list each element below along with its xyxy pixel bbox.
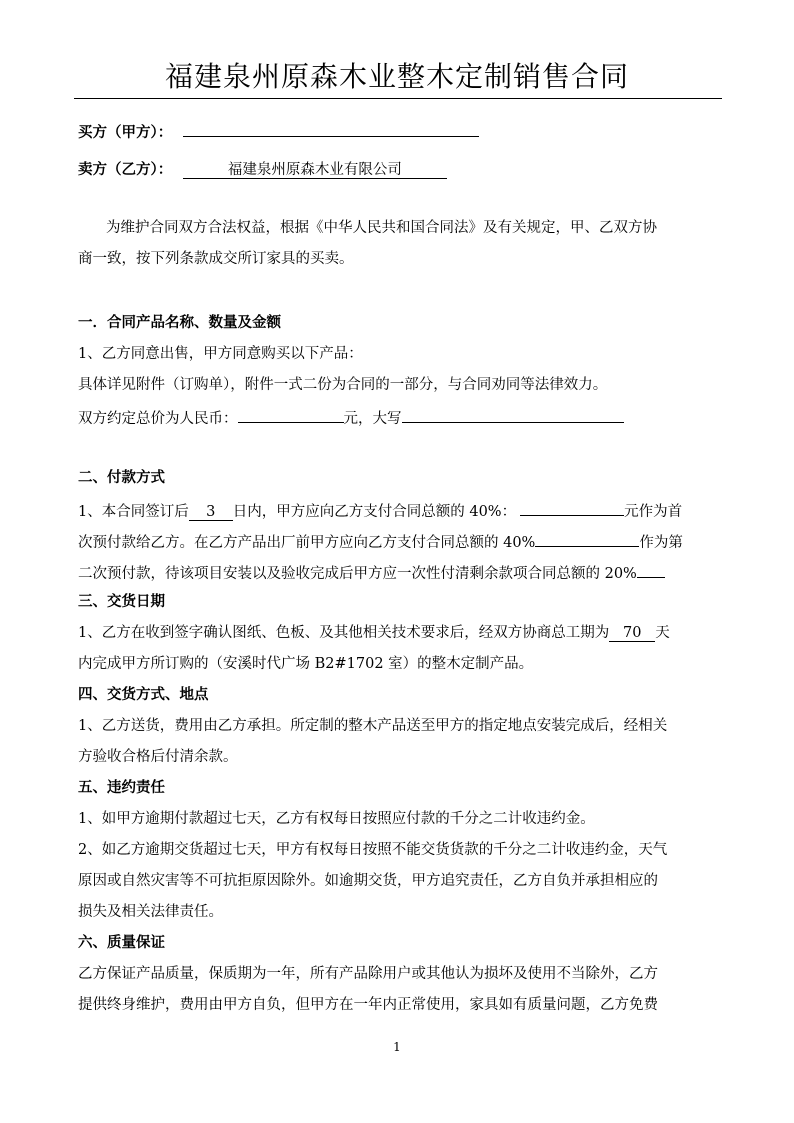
delivery-period: 70	[609, 625, 655, 642]
section-2-line-3	[78, 561, 665, 584]
section-5-line-1: 1、如甲方逾期付款超过七天，乙方有权每日按照应付款的千分之二计收违约金。	[78, 811, 595, 827]
section-5-line-4: 损失及相关法律责任。	[78, 904, 223, 920]
section-1-title: 一．合同产品名称、数量及金额	[78, 314, 281, 331]
title-rule	[74, 98, 722, 99]
final-payment-field[interactable]	[637, 561, 665, 578]
section-2-line-2	[78, 530, 683, 553]
section-3-title: 三、交货日期	[78, 593, 165, 610]
payment3-text: 二次预付款，待该项目安装以及验收完成后甲方应一次性付清剩余款项合同总额的 20%	[78, 566, 637, 582]
section-6-title: 六、质量保证	[78, 934, 165, 951]
payment2-text-b: 作为第	[639, 535, 683, 551]
payment2-text-a: 次预付款给乙方。在乙方产品出厂前甲方应向乙方支付合同总额的 40%	[78, 535, 536, 551]
capital-amount-field[interactable]	[402, 406, 624, 423]
contract-title: 福建泉州原森木业整木定制销售合同	[164, 60, 629, 93]
payment-text-c: 元作为首	[624, 504, 683, 520]
section-6-line-2: 提供终身维护，费用由甲方自负，但甲方在一年内正常使用，家具如有质量问题，乙方免费	[78, 997, 658, 1013]
buyer-name-field[interactable]	[183, 120, 479, 137]
section-5-title: 五、违约责任	[78, 779, 165, 796]
section-1-p2: 具体详见附件（订购单），附件一式二份为合同的一部分，与合同劝同等法律效力。	[78, 377, 608, 393]
capital-label: 元，大写	[343, 411, 402, 427]
second-payment-field[interactable]	[535, 530, 639, 547]
seller-name: 福建泉州原森木业有限公司	[183, 162, 447, 179]
page-number: 1	[393, 1040, 401, 1054]
total-price-field[interactable]	[238, 406, 344, 423]
section-4-line-1: 1、乙方送货，费用由乙方承担。所定制的整木产品送至甲方的指定地点安装完成后，经相关	[78, 718, 668, 734]
section-2-line-1	[78, 499, 682, 522]
section-5-line-2: 2、如乙方逾期交货超过七天，甲方有权每日按照不能交货货款的千分之二计收违约金，天气	[78, 842, 668, 858]
buyer-label: 买方（甲方）：	[78, 124, 173, 141]
section-1-p1: 1、乙方同意出售，甲方同意购买以下产品：	[78, 346, 363, 362]
section-5-line-3: 原因或自然灾害等不可抗拒原因除外。如逾期交货，甲方追究责任，乙方自负并承担相应的	[78, 873, 658, 889]
payment-text-a: 1、本合同签订后	[78, 504, 189, 520]
section-2-title: 二、付款方式	[78, 469, 165, 486]
section-4-title: 四、交货方式、地点	[78, 686, 209, 703]
intro-line-2: 商一致，按下列条款成交所订家具的买卖。	[78, 251, 354, 267]
intro-line-1: 为维护合同双方合法权益，根据《中华人民共和国合同法》及有关规定，甲、乙双方协	[106, 220, 657, 236]
buyer-row	[78, 120, 479, 143]
payment-days: 3	[189, 504, 233, 521]
payment-text-b: 日内，甲方应向乙方支付合同总额的 40%：	[232, 504, 517, 520]
section-1-p3	[78, 406, 624, 429]
section-4-line-2: 方验收合格后付清余款。	[78, 749, 238, 765]
section-3-line-1	[78, 623, 670, 643]
first-payment-field[interactable]	[520, 499, 624, 516]
section-6-line-1: 乙方保证产品质量，保质期为一年，所有产品除用户或其他认为损坏及使用不当除外，乙方	[78, 966, 658, 982]
seller-row	[78, 160, 447, 180]
section-3-line-2: 内完成甲方所订购的（安溪时代广场 B2#1702 室）的整木定制产品。	[78, 656, 534, 672]
delivery-text-b: 天	[655, 625, 670, 641]
delivery-text-a: 1、乙方在收到签字确认图纸、色板、及其他相关技术要求后，经双方协商总工期为	[78, 625, 610, 641]
seller-label: 卖方（乙方）：	[78, 161, 173, 178]
total-price-label: 双方约定总价为人民币：	[78, 411, 238, 427]
